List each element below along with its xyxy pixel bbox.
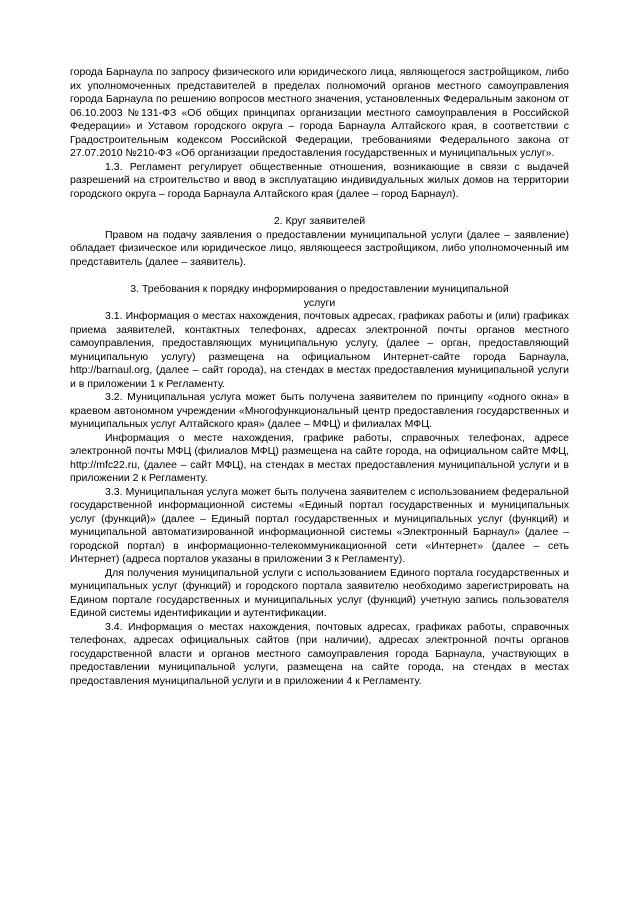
document-body xyxy=(70,66,569,688)
section-heading-2: 2. Круг заявителей xyxy=(273,215,366,227)
paragraph-2-1: Правом на подачу заявления о предоставлении муниципальной услуги (далее – заявление) обладает физическое или юридическое лицо, являющееся застройщиком, либо уполномоченный им представитель (далее – заявитель). xyxy=(70,228,569,268)
paragraph-3-2b: Информация о месте нахождения, графике работы, справочных телефонах, адресе электронной почты МФЦ (филиалов МФЦ) размещена на сайте города, на официальном сайте МФЦ, http://mfc22.ru, (далее – сайт МФЦ), на стендах в местах предоставления муниципальной услуги и в приложении 2 к Регламенту. xyxy=(70,431,569,484)
paragraph-3-1: 3.1. Информация о местах нахождения, почтовых адресах, графиках работы и (или) графиках приема заявителей, контактных телефонах, адресах электронной почты органов местного самоуправления, предоставляющих муниципальную услугу, (далее – орган, предоставляющий муниципальную услугу) размещена на официальном Интернет-сайте города Барнаула, http://barnaul.org, (далее – сайт города), на стендах в местах предоставления муниципальной услуги и в приложении 1 к Регламенту. xyxy=(70,310,569,390)
paragraph-3-3: 3.3. Муниципальная услуга может быть получена заявителем с использованием федеральной государственной информационной системы «Единый портал государственных и муниципальных услуг (функций)» (далее – Единый портал государственных и муниципальных услуг (функций) и муниципальной автоматизированной информационной системы «Электронный Барнаул» (далее – городской портал) в информационно-телекоммуникационной сети «Интернет» (далее – сеть Интернет) (адреса порталов указаны в приложении 3 к Регламенту). xyxy=(70,485,569,565)
paragraph-3-2: 3.2. Муниципальная услуга может быть получена заявителем по принципу «одного окна» в краевом автономном учреждении «Многофункциональный центр предоставления государственных и муниципальных услуг Алтайского края» (далее – МФЦ) и филиалах МФЦ. xyxy=(70,391,569,430)
section-heading-3-line1: 3. Требования к порядку информирования о предоставлении муниципальной xyxy=(130,283,509,295)
paragraph-intro: города Барнаула по запросу физического или юридического лица, являющегося застройщиком, либо их уполномоченных представителей в пределах полномочий органов местного самоуправления города Барнаула по решению вопросов местного значения, установленных Федеральным законом от 06.10.2003 №131-ФЗ «Об общих принципах организации местного самоуправления в Российской Федерации» и Уставом городского округа – города Барнаула Алтайского края, в соответствии с Градостроительным кодексом Российской Федерации, требованиями Федерального закона от 27.07.2010 №210-ФЗ «Об организации предоставления государственных и муниципальных услуг». xyxy=(70,66,569,159)
section-heading-3 xyxy=(70,283,569,310)
spacer xyxy=(70,269,569,283)
paragraph-1-3: 1.3. Регламент регулирует общественные отношения, возникающие в связи с выдачей разрешений на строительство и ввод в эксплуатацию индивидуальных жилых домов на территории городского округа – города Барнаула Алтайского края (далее – город Барнаул). xyxy=(70,160,569,200)
paragraph-3-3b: Для получения муниципальной услуги с использованием Единого портала государственных и муниципальных услуг (функций) и городского портала заявителю необходимо зарегистрировать на Едином портале государственных и муниципальных услуг (функций) учетную запись пользователя Единой системы идентификации и аутентификации. xyxy=(70,566,569,619)
spacer xyxy=(70,201,569,215)
paragraph-3-4: 3.4. Информация о местах нахождения, почтовых адресах, графиках работы, справочных телефонах, адресах официальных сайтов (при наличии), адресах электронной почты органов государственной власти и органов местного самоуправления города Барнаула, участвующих в предоставлении муниципальной услуги, размещена на сайте города, на стендах в местах предоставления муниципальной услуги и в приложении 4 к Регламенту. xyxy=(70,620,569,687)
section-heading-3-line2: услуги xyxy=(303,296,336,309)
